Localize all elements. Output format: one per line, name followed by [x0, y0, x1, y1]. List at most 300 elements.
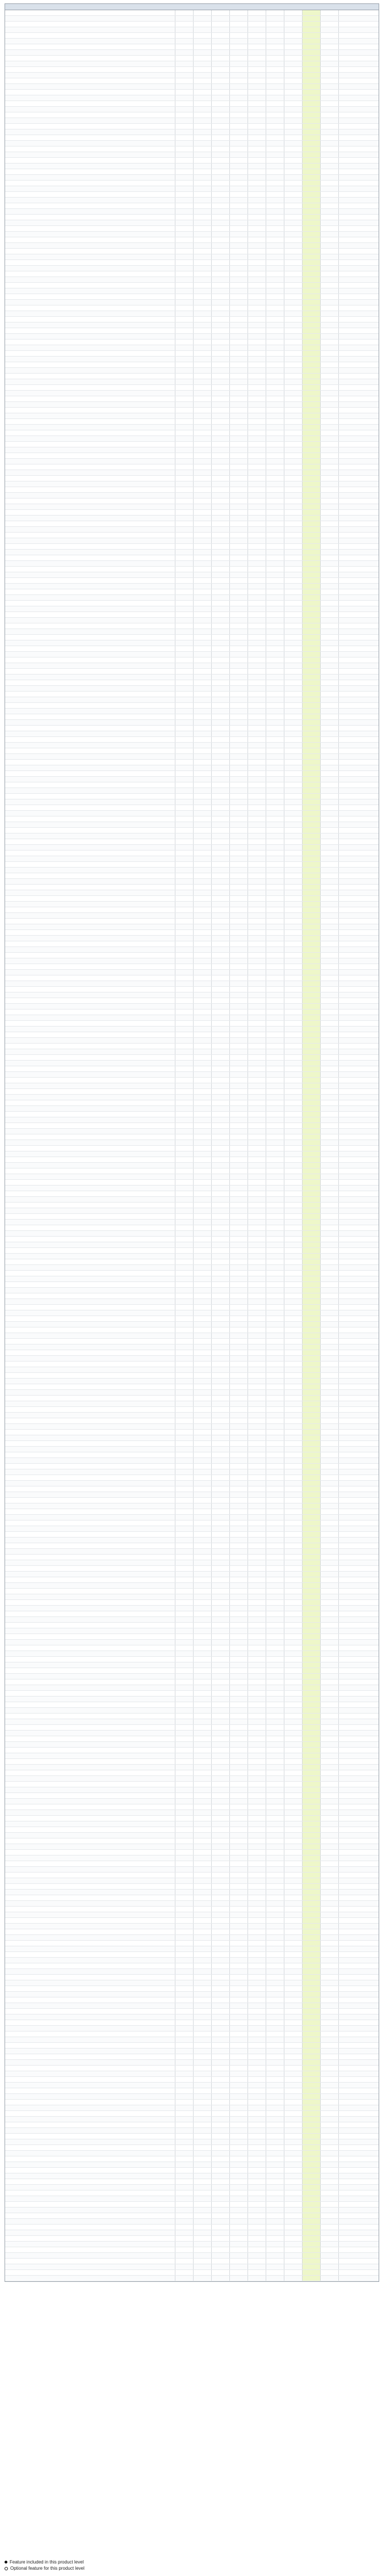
- product-level-cell: [266, 1770, 284, 1775]
- product-level-cell: [303, 1657, 321, 1662]
- feature-cell: [5, 300, 175, 305]
- product-level-cell: [194, 606, 212, 611]
- feature-cell: [5, 635, 175, 640]
- product-level-cell: [266, 2162, 284, 2167]
- feature-cell: [5, 294, 175, 299]
- table-row: [5, 1038, 379, 1044]
- product-level-cell: [321, 1736, 339, 1741]
- product-level-cell: [194, 1759, 212, 1764]
- product-level-cell: [175, 362, 194, 367]
- product-level-cell: [175, 1038, 194, 1043]
- product-level-cell: [212, 635, 230, 640]
- feature-cell: [5, 981, 175, 986]
- product-level-cell: [248, 1316, 266, 1321]
- product-level-cell: [248, 964, 266, 969]
- product-level-cell: [303, 328, 321, 333]
- table-row: [5, 1356, 379, 1362]
- product-level-cell: [248, 2026, 266, 2031]
- product-level-cell: [248, 118, 266, 123]
- feature-cell: [5, 1526, 175, 1531]
- product-level-cell: [212, 1123, 230, 1128]
- product-level-cell: [321, 663, 339, 668]
- product-level-cell: [175, 1339, 194, 1344]
- product-level-cell: [266, 2264, 284, 2269]
- product-level-cell: [321, 1254, 339, 1259]
- product-level-cell: [266, 1413, 284, 1418]
- product-level-cell: [303, 601, 321, 606]
- table-row: [5, 1736, 379, 1742]
- product-level-cell: [284, 527, 303, 532]
- product-level-cell: [230, 2128, 248, 2133]
- table-row: [5, 714, 379, 720]
- product-level-cell: [284, 2276, 303, 2281]
- product-level-cell: [303, 618, 321, 623]
- product-level-cell: [175, 1804, 194, 1810]
- product-level-cell: [284, 249, 303, 254]
- table-row: [5, 1555, 379, 1560]
- feature-cell: [5, 1407, 175, 1412]
- product-level-cell: [175, 413, 194, 418]
- product-level-cell: [266, 1975, 284, 1980]
- product-level-cell: [284, 1521, 303, 1526]
- product-level-cell: [212, 2071, 230, 2076]
- product-level-cell: [284, 2259, 303, 2264]
- feature-cell: [5, 765, 175, 770]
- product-level-cell: [321, 1651, 339, 1656]
- product-level-cell: [194, 913, 212, 918]
- product-level-cell: [175, 748, 194, 753]
- product-level-cell: [303, 56, 321, 61]
- product-level-cell: [194, 816, 212, 822]
- product-level-cell: [284, 686, 303, 691]
- feature-cell: [5, 1685, 175, 1690]
- table-row: [5, 209, 379, 215]
- product-level-cell: [321, 1225, 339, 1230]
- product-level-cell: [266, 33, 284, 38]
- product-level-cell: [248, 726, 266, 731]
- product-level-cell: [321, 2259, 339, 2264]
- product-level-cell: [212, 1543, 230, 1548]
- product-level-cell: [321, 362, 339, 367]
- product-level-cell: [230, 1259, 248, 1264]
- product-level-cell: [303, 453, 321, 458]
- product-level-cell: [303, 2043, 321, 2048]
- product-level-cell: [321, 675, 339, 680]
- table-row: [5, 1066, 379, 1072]
- product-level-cell: [321, 652, 339, 657]
- product-level-cell: [248, 95, 266, 100]
- product-level-cell: [175, 1833, 194, 1838]
- product-level-cell: [230, 987, 248, 992]
- product-level-cell: [266, 692, 284, 697]
- product-level-cell: [212, 2253, 230, 2258]
- product-level-cell: [212, 2020, 230, 2025]
- product-level-cell: [303, 1549, 321, 1554]
- product-level-cell: [321, 1112, 339, 1117]
- product-level-cell: [248, 328, 266, 333]
- product-level-cell: [284, 2156, 303, 2162]
- product-level-cell: [230, 442, 248, 447]
- product-level-cell: [194, 1980, 212, 1986]
- table-row: [5, 1384, 379, 1390]
- feature-cell: [5, 1276, 175, 1281]
- product-level-cell: [321, 2100, 339, 2105]
- product-level-cell: [266, 828, 284, 833]
- product-level-cell: [266, 936, 284, 941]
- product-level-cell: [230, 1197, 248, 1202]
- product-level-cell: [303, 822, 321, 827]
- product-level-cell: [230, 1282, 248, 1287]
- product-level-cell: [175, 1691, 194, 1696]
- product-level-cell: [230, 2066, 248, 2071]
- product-level-cell: [194, 885, 212, 890]
- product-level-cell: [194, 1174, 212, 1179]
- product-level-cell: [230, 425, 248, 430]
- feature-cell: [5, 2242, 175, 2247]
- feature-cell: [5, 112, 175, 118]
- product-level-cell: [175, 215, 194, 220]
- product-level-cell: [175, 152, 194, 157]
- product-level-cell: [248, 947, 266, 952]
- product-level-cell: [230, 748, 248, 753]
- table-row: [5, 822, 379, 828]
- product-level-cell: [284, 67, 303, 72]
- product-level-cell: [194, 2020, 212, 2025]
- product-level-cell: [230, 254, 248, 259]
- product-level-cell: [175, 2020, 194, 2025]
- product-level-cell: [266, 357, 284, 362]
- product-level-cell: [303, 2020, 321, 2025]
- product-level-cell: [230, 1890, 248, 1895]
- product-level-cell: [303, 941, 321, 946]
- product-level-cell: [194, 1702, 212, 1707]
- product-level-cell: [303, 1509, 321, 1514]
- feature-cell: [5, 305, 175, 311]
- product-level-cell: [321, 1702, 339, 1707]
- feature-cell: [5, 2185, 175, 2190]
- product-level-cell: [212, 379, 230, 384]
- product-level-cell: [284, 2242, 303, 2247]
- product-level-cell: [321, 686, 339, 691]
- product-level-cell: [212, 124, 230, 129]
- product-level-cell: [321, 2253, 339, 2258]
- product-level-cell: [321, 2139, 339, 2144]
- table-row: [5, 419, 379, 425]
- product-level-cell: [230, 794, 248, 799]
- product-level-cell: [303, 1129, 321, 1134]
- product-level-cell: [212, 1748, 230, 1753]
- product-level-cell: [230, 419, 248, 424]
- product-level-cell: [266, 1952, 284, 1957]
- product-level-cell: [321, 1691, 339, 1696]
- product-level-cell: [248, 686, 266, 691]
- product-level-cell: [321, 1759, 339, 1764]
- product-level-cell: [175, 1384, 194, 1389]
- product-level-cell: [175, 1481, 194, 1486]
- product-level-cell: [266, 1146, 284, 1151]
- product-level-cell: [284, 2190, 303, 2196]
- product-level-cell: [230, 1458, 248, 1463]
- product-level-cell: [321, 1935, 339, 1940]
- product-level-cell: [230, 907, 248, 912]
- product-level-cell: [248, 1765, 266, 1770]
- product-level-cell: [284, 322, 303, 328]
- feature-cell: [5, 1021, 175, 1026]
- product-level-cell: [303, 334, 321, 339]
- table-row: [5, 481, 379, 487]
- product-level-cell: [321, 561, 339, 566]
- product-level-cell: [321, 720, 339, 725]
- product-level-cell: [284, 2071, 303, 2076]
- product-level-cell: [175, 277, 194, 282]
- product-level-cell: [175, 907, 194, 912]
- product-level-cell: [303, 1458, 321, 1463]
- product-level-cell: [212, 2185, 230, 2190]
- product-level-cell: [303, 1293, 321, 1299]
- product-level-cell: [212, 936, 230, 941]
- product-level-cell: [321, 215, 339, 220]
- product-level-cell: [230, 521, 248, 526]
- product-level-cell: [321, 1452, 339, 1457]
- product-level-cell: [266, 1691, 284, 1696]
- table-row: [5, 2094, 379, 2100]
- product-level-cell: [284, 1254, 303, 1259]
- product-level-cell: [321, 1526, 339, 1531]
- product-level-cell: [303, 1611, 321, 1616]
- table-row: [5, 1765, 379, 1770]
- product-level-cell: [230, 1992, 248, 1997]
- product-level-cell: [212, 459, 230, 464]
- product-level-cell: [284, 2077, 303, 2082]
- product-level-cell: [248, 476, 266, 481]
- product-level-cell: [194, 561, 212, 566]
- product-level-cell: [303, 430, 321, 435]
- product-level-cell: [321, 754, 339, 759]
- product-level-cell: [175, 22, 194, 27]
- product-level-cell: [266, 2128, 284, 2133]
- product-level-cell: [266, 141, 284, 146]
- feature-cell: [5, 2077, 175, 2082]
- product-level-cell: [321, 73, 339, 78]
- product-level-cell: [303, 692, 321, 697]
- product-level-cell: [230, 1010, 248, 1015]
- table-row: [5, 1992, 379, 1997]
- product-level-cell: [212, 1214, 230, 1219]
- product-level-cell: [321, 493, 339, 498]
- table-row: [5, 924, 379, 930]
- product-level-cell: [266, 1475, 284, 1480]
- product-level-cell: [321, 1708, 339, 1713]
- table-row: [5, 408, 379, 413]
- product-level-cell: [266, 430, 284, 435]
- product-level-cell: [266, 169, 284, 174]
- product-level-cell: [321, 1986, 339, 1991]
- feature-cell: [5, 629, 175, 634]
- product-level-cell: [230, 1083, 248, 1088]
- product-level-cell: [175, 1327, 194, 1333]
- product-level-cell: [284, 1645, 303, 1651]
- feature-cell: [5, 1674, 175, 1679]
- product-level-cell: [230, 1640, 248, 1645]
- feature-cell: [5, 2225, 175, 2230]
- product-level-cell: [212, 2066, 230, 2071]
- product-level-cell: [303, 249, 321, 254]
- product-level-cell: [230, 1049, 248, 1054]
- product-level-cell: [194, 288, 212, 294]
- product-level-cell: [230, 493, 248, 498]
- product-level-cell: [194, 1503, 212, 1509]
- product-level-cell: [303, 2179, 321, 2184]
- product-level-cell: [321, 924, 339, 929]
- product-level-cell: [230, 1821, 248, 1827]
- product-level-cell: [212, 118, 230, 123]
- product-level-cell: [321, 1838, 339, 1844]
- product-level-cell: [321, 1010, 339, 1015]
- product-level-cell: [321, 2117, 339, 2122]
- product-level-cell: [266, 771, 284, 776]
- product-level-cell: [230, 1276, 248, 1281]
- table-row: [5, 328, 379, 334]
- table-row: [5, 27, 379, 33]
- product-level-cell: [284, 782, 303, 788]
- product-level-cell: [266, 254, 284, 259]
- product-level-cell: [266, 2213, 284, 2218]
- product-level-cell: [266, 975, 284, 981]
- feature-cell: [5, 266, 175, 271]
- product-level-cell: [321, 2185, 339, 2190]
- product-level-cell: [230, 1697, 248, 1702]
- table-row: [5, 1606, 379, 1611]
- product-level-cell: [284, 2196, 303, 2201]
- product-level-cell: [175, 578, 194, 583]
- feature-cell: [5, 1293, 175, 1299]
- product-level-cell: [175, 595, 194, 600]
- product-level-cell: [194, 1396, 212, 1401]
- product-level-cell: [230, 226, 248, 231]
- product-level-cell: [230, 101, 248, 106]
- product-level-cell: [194, 1623, 212, 1628]
- product-level-cell: [212, 1617, 230, 1622]
- product-level-cell: [284, 816, 303, 822]
- product-level-cell: [321, 1168, 339, 1174]
- product-level-cell: [230, 1316, 248, 1321]
- product-level-cell: [321, 737, 339, 742]
- product-level-cell: [284, 1214, 303, 1219]
- product-level-cell: [248, 2077, 266, 2082]
- product-level-cell: [194, 521, 212, 526]
- table-row: [5, 992, 379, 998]
- product-level-cell: [248, 1628, 266, 1633]
- feature-cell: [5, 657, 175, 663]
- product-level-cell: [175, 1526, 194, 1531]
- product-level-cell: [248, 1697, 266, 1702]
- product-level-cell: [266, 1231, 284, 1236]
- table-row: [5, 22, 379, 27]
- product-level-cell: [284, 487, 303, 492]
- product-level-cell: [248, 2145, 266, 2150]
- product-level-cell: [212, 1867, 230, 1872]
- product-level-cell: [303, 305, 321, 311]
- product-level-cell: [194, 90, 212, 95]
- product-level-cell: [284, 164, 303, 169]
- product-level-cell: [266, 1027, 284, 1032]
- product-level-cell: [175, 2049, 194, 2054]
- product-level-cell: [194, 1452, 212, 1457]
- product-level-cell: [321, 1282, 339, 1287]
- product-level-cell: [175, 1248, 194, 1253]
- product-level-cell: [175, 112, 194, 118]
- product-level-cell: [303, 856, 321, 861]
- product-level-cell: [284, 572, 303, 577]
- product-level-cell: [248, 1072, 266, 1077]
- product-level-cell: [175, 1623, 194, 1628]
- table-row: [5, 334, 379, 340]
- product-level-cell: [266, 2105, 284, 2110]
- product-level-cell: [266, 754, 284, 759]
- table-row: [5, 90, 379, 95]
- product-level-cell: [194, 1163, 212, 1168]
- product-level-cell: [266, 408, 284, 413]
- feature-cell: [5, 805, 175, 810]
- feature-cell: [5, 146, 175, 152]
- product-level-cell: [212, 186, 230, 191]
- table-row: [5, 833, 379, 839]
- product-level-cell: [212, 368, 230, 373]
- product-level-cell: [303, 1873, 321, 1878]
- product-level-cell: [248, 731, 266, 736]
- product-level-cell: [230, 1100, 248, 1105]
- product-level-cell: [266, 1276, 284, 1281]
- product-level-cell: [194, 2049, 212, 2054]
- product-level-cell: [266, 799, 284, 805]
- product-level-cell: [194, 1958, 212, 1963]
- feature-cell: [5, 1884, 175, 1889]
- product-level-cell: [321, 1787, 339, 1792]
- feature-cell: [5, 186, 175, 191]
- product-level-cell: [212, 1117, 230, 1122]
- product-level-cell: [303, 1867, 321, 1872]
- product-level-cell: [175, 2100, 194, 2105]
- product-level-cell: [194, 1157, 212, 1162]
- product-level-cell: [321, 1208, 339, 1213]
- feature-cell: [5, 84, 175, 89]
- product-level-cell: [212, 1873, 230, 1878]
- product-level-cell: [230, 2151, 248, 2156]
- table-row: [5, 584, 379, 589]
- product-level-cell: [175, 2276, 194, 2281]
- feature-cell: [5, 1742, 175, 1747]
- product-level-cell: [230, 175, 248, 180]
- product-level-cell: [175, 1117, 194, 1122]
- product-level-cell: [248, 743, 266, 748]
- product-level-cell: [284, 1702, 303, 1707]
- product-level-cell: [284, 50, 303, 55]
- product-level-cell: [194, 1799, 212, 1804]
- product-level-cell: [321, 1532, 339, 1537]
- product-level-cell: [248, 1770, 266, 1775]
- product-level-cell: [212, 1929, 230, 1934]
- feature-cell: [5, 584, 175, 589]
- product-level-cell: [248, 822, 266, 827]
- product-level-cell: [284, 27, 303, 32]
- feature-cell: [5, 720, 175, 725]
- product-level-cell: [175, 1032, 194, 1037]
- product-level-cell: [284, 1475, 303, 1480]
- product-level-cell: [175, 1708, 194, 1713]
- product-level-cell: [230, 459, 248, 464]
- product-level-cell: [175, 1413, 194, 1418]
- product-level-cell: [212, 1969, 230, 1974]
